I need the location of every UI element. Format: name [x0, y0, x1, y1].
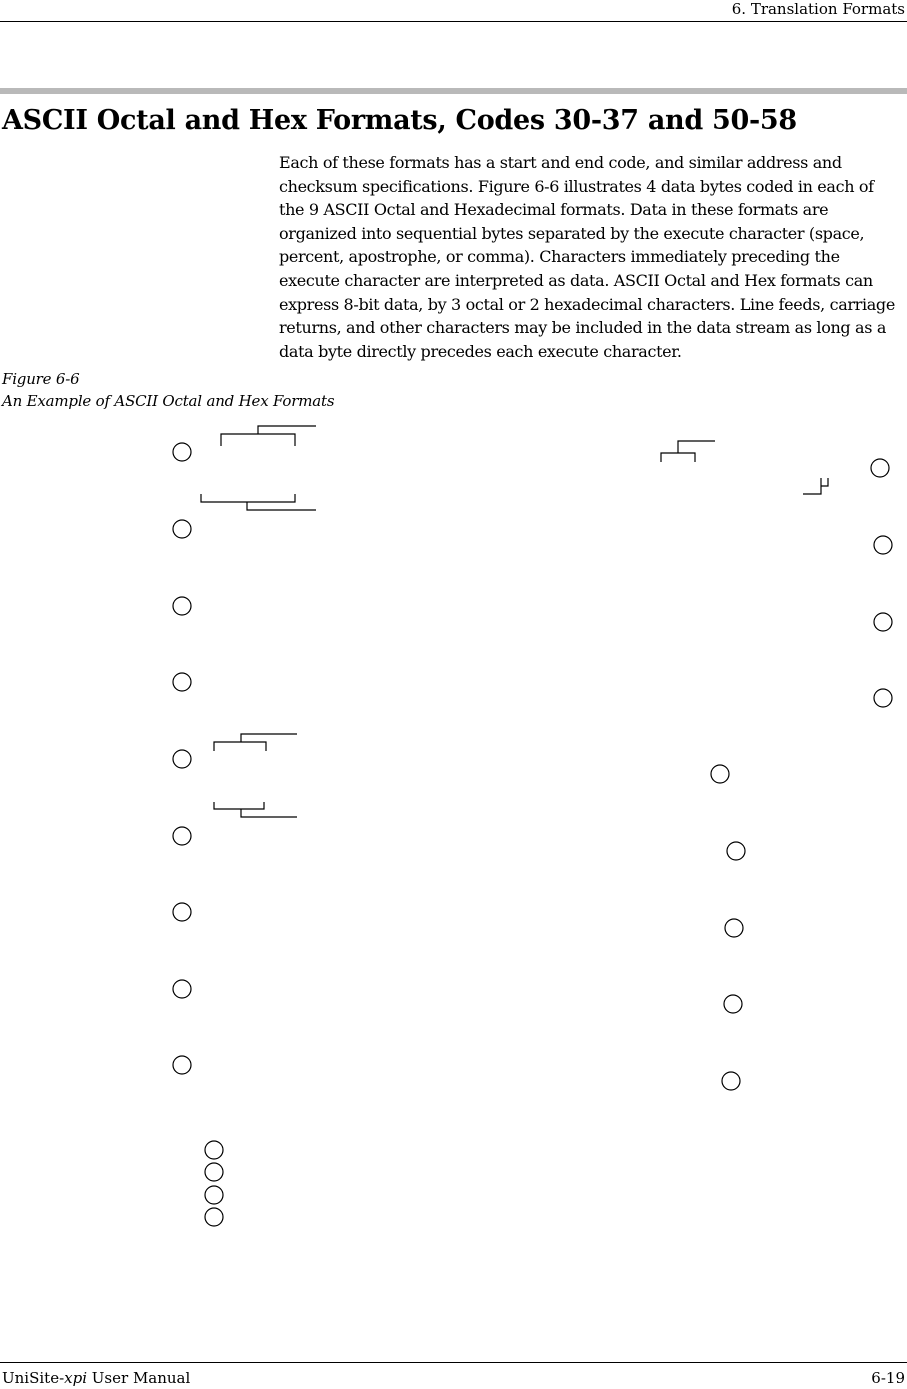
- bracket-line: [241, 734, 297, 742]
- bracket-line: [221, 434, 295, 446]
- callout-circle: [173, 827, 191, 845]
- footer-product-prefix: UniSite-: [2, 1369, 65, 1387]
- figure-diagram: [150, 420, 900, 1240]
- bracket-line: [803, 478, 821, 494]
- callout-circle: [173, 443, 191, 461]
- body-paragraph: Each of these formats has a start and end code, and similar address and checksum specifications. Figure 6-6 illustrates 4 data bytes coded in each of the 9 ASCII Octal and Hexadecimal formats. Data in these formats are organized into sequential bytes separated by the execute character (space, percent, apostrophe, or comma). Characters immediately preceding the execute character are interpreted as data. ASCII Octal and Hex formats can express 8-bit data, by 3 octal or 2 hexadecimal characters. Line feeds, carriage returns, and other characters may be included in the data stream as long as a data byte directly precedes each execute character.: [279, 153, 895, 361]
- footer-rule: [0, 1362, 907, 1363]
- bracket-line: [241, 809, 297, 817]
- callout-circle: [173, 980, 191, 998]
- figure-diagram-svg: [150, 420, 900, 1240]
- bracket-line: [214, 742, 266, 751]
- legend-circle: [205, 1141, 223, 1159]
- callout-circle: [874, 689, 892, 707]
- callout-circle: [173, 750, 191, 768]
- footer-page-number: 6-19: [871, 1369, 905, 1387]
- section-title: ASCII Octal and Hex Formats, Codes 30-37 and 50-58: [2, 105, 797, 136]
- footer-product-italic: xpi: [64, 1369, 88, 1387]
- bracket-line: [214, 802, 264, 809]
- callout-circle: [173, 520, 191, 538]
- bracket-line: [258, 426, 316, 434]
- callout-circle: [173, 1056, 191, 1074]
- header-rule: [0, 21, 907, 22]
- footer-product-suffix: User Manual: [87, 1369, 191, 1387]
- footer-manual-title: [2, 1368, 190, 1388]
- bracket-line: [661, 453, 695, 462]
- figure-title: An Example of ASCII Octal and Hex Formats: [2, 392, 335, 410]
- callout-circle: [725, 919, 743, 937]
- bracket-line: [247, 502, 316, 510]
- callout-circle: [722, 1072, 740, 1090]
- callout-circle: [724, 995, 742, 1013]
- callout-circle: [173, 903, 191, 921]
- running-header: 6. Translation Formats: [731, 0, 905, 18]
- figure-caption: [2, 368, 334, 412]
- legend-circle: [205, 1186, 223, 1204]
- callout-circle: [874, 536, 892, 554]
- legend-circle: [205, 1163, 223, 1181]
- callout-circle: [871, 459, 889, 477]
- callout-circle: [727, 842, 745, 860]
- callout-circle: [173, 597, 191, 615]
- section-divider-bar: [0, 88, 907, 94]
- figure-number: Figure 6-6: [2, 370, 80, 388]
- callout-circle: [711, 765, 729, 783]
- legend-circle: [205, 1208, 223, 1226]
- callout-circle: [874, 613, 892, 631]
- bracket-line: [678, 441, 715, 453]
- bracket-line: [201, 494, 295, 502]
- bracket-line: [821, 478, 828, 486]
- callout-circle: [173, 673, 191, 691]
